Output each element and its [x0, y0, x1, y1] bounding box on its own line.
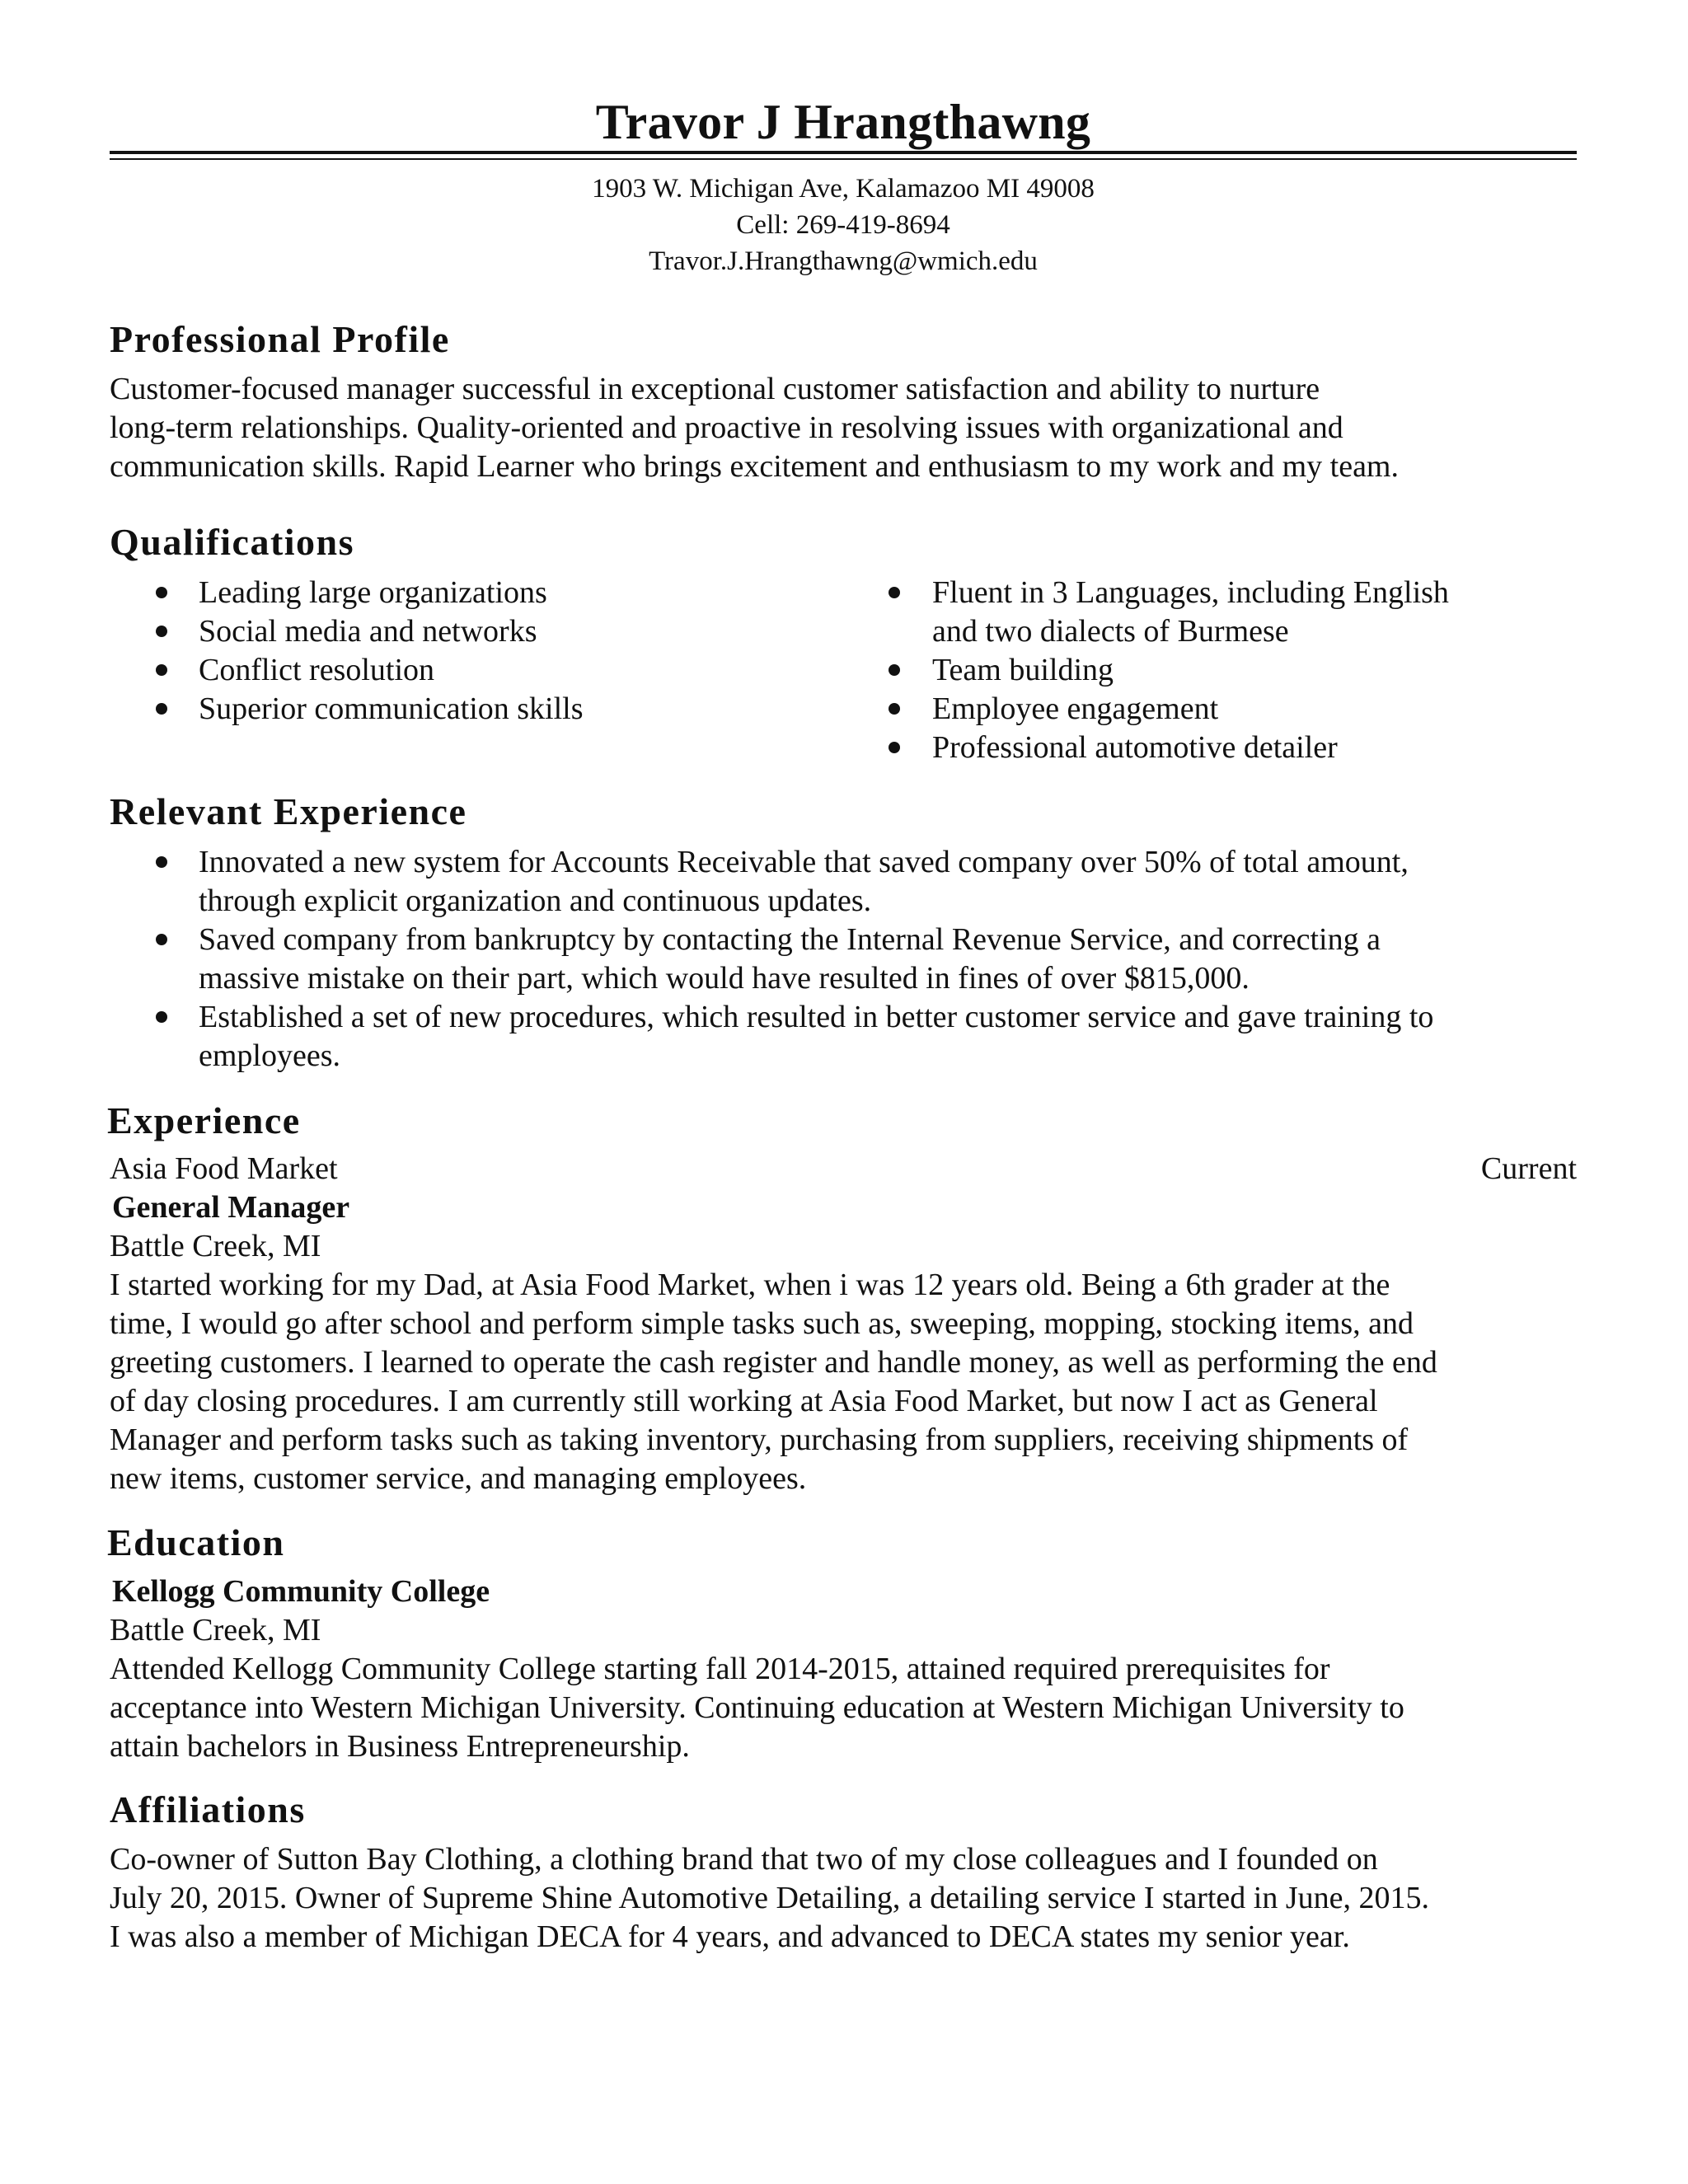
profile-line: communication skills. Rapid Learner who brings excitement and enthusiasm to my work and my team. [110, 449, 1399, 484]
education-school: Kellogg Community College [112, 1574, 490, 1609]
experience-line: time, I would go after school and perform simple tasks such as, sweeping, mopping, stocking items, and [110, 1306, 1414, 1341]
qualification-item: Professional automotive detailer [932, 730, 1338, 765]
bullet-icon [156, 934, 167, 945]
qualification-item: Social media and networks [199, 614, 537, 649]
relevant-experience-item-continuation: through explicit organization and continuous updates. [199, 883, 872, 918]
section-heading-affiliations: Affiliations [110, 1788, 306, 1830]
bullet-icon [889, 587, 900, 598]
section-heading-education: Education [107, 1521, 285, 1563]
section-heading-experience: Experience [107, 1099, 301, 1141]
contact-email: Travor.J.Hrangthawng@wmich.edu [649, 246, 1038, 276]
bullet-icon [156, 1011, 167, 1023]
bullet-icon [889, 742, 900, 753]
section-heading-profile: Professional Profile [110, 318, 450, 360]
experience-title: General Manager [112, 1190, 350, 1225]
education-location: Battle Creek, MI [110, 1613, 321, 1647]
relevant-experience-item: Saved company from bankruptcy by contacting the Internal Revenue Service, and correcting a [199, 922, 1381, 957]
profile-line: long-term relationships. Quality-oriented and proactive in resolving issues with organizational and [110, 410, 1343, 445]
experience-line: Manager and perform tasks such as taking inventory, purchasing from suppliers, receiving shipments of [110, 1422, 1409, 1457]
bullet-icon [156, 664, 167, 676]
bullet-icon [156, 587, 167, 598]
section-heading-relevant-experience: Relevant Experience [110, 790, 467, 832]
qualification-item: Fluent in 3 Languages, including English [932, 575, 1449, 610]
header-rule-thick [110, 151, 1577, 154]
experience-company: Asia Food Market [110, 1151, 338, 1186]
bullet-icon [156, 856, 167, 868]
education-line: acceptance into Western Michigan University. Continuing education at Western Michigan University to [110, 1690, 1404, 1725]
qualification-item: Employee engagement [932, 691, 1219, 726]
relevant-experience-item: Established a set of new procedures, which resulted in better customer service and gave training to [199, 1000, 1434, 1034]
affiliations-line: July 20, 2015. Owner of Supreme Shine Automotive Detailing, a detailing service I started in June, 2015. [110, 1881, 1429, 1915]
experience-line: of day closing procedures. I am currently still working at Asia Food Market, but now I act as General [110, 1384, 1378, 1418]
experience-line: greeting customers. I learned to operate the cash register and handle money, as well as performing the end [110, 1345, 1437, 1380]
profile-line: Customer-focused manager successful in exceptional customer satisfaction and ability to nurture [110, 372, 1320, 406]
qualification-item: Superior communication skills [199, 691, 584, 726]
experience-location: Battle Creek, MI [110, 1229, 321, 1263]
affiliations-line: Co-owner of Sutton Bay Clothing, a clothing brand that two of my close colleagues and I founded on [110, 1842, 1378, 1877]
bullet-icon [889, 703, 900, 715]
contact-address: 1903 W. Michigan Ave, Kalamazoo MI 49008 [592, 174, 1095, 204]
bullet-icon [156, 703, 167, 715]
qualification-item: Leading large organizations [199, 575, 547, 610]
experience-period: Current [1480, 1151, 1577, 1186]
bullet-icon [889, 664, 900, 676]
bullet-icon [156, 626, 167, 637]
qualification-item: Conflict resolution [199, 653, 435, 687]
qualification-item-continuation: and two dialects of Burmese [932, 614, 1289, 649]
contact-cell: Cell: 269-419-8694 [736, 210, 950, 240]
relevant-experience-item: Innovated a new system for Accounts Receivable that saved company over 50% of total amount, [199, 845, 1409, 879]
experience-line: new items, customer service, and managing employees. [110, 1461, 807, 1496]
resume-name: Travor J Hrangthawng [595, 95, 1091, 149]
relevant-experience-item-continuation: employees. [199, 1038, 341, 1073]
qualification-item: Team building [932, 653, 1114, 687]
education-line: attain bachelors in Business Entrepreneurship. [110, 1729, 690, 1764]
section-heading-qualifications: Qualifications [110, 521, 355, 563]
header-rule-thin [110, 158, 1577, 160]
education-line: Attended Kellogg Community College starting fall 2014-2015, attained required prerequisites for [110, 1652, 1330, 1686]
affiliations-line: I was also a member of Michigan DECA for 4 years, and advanced to DECA states my senior year. [110, 1919, 1350, 1954]
relevant-experience-item-continuation: massive mistake on their part, which would have resulted in fines of over $815,000. [199, 961, 1250, 996]
experience-line: I started working for my Dad, at Asia Food Market, when i was 12 years old. Being a 6th grader at the [110, 1268, 1390, 1302]
